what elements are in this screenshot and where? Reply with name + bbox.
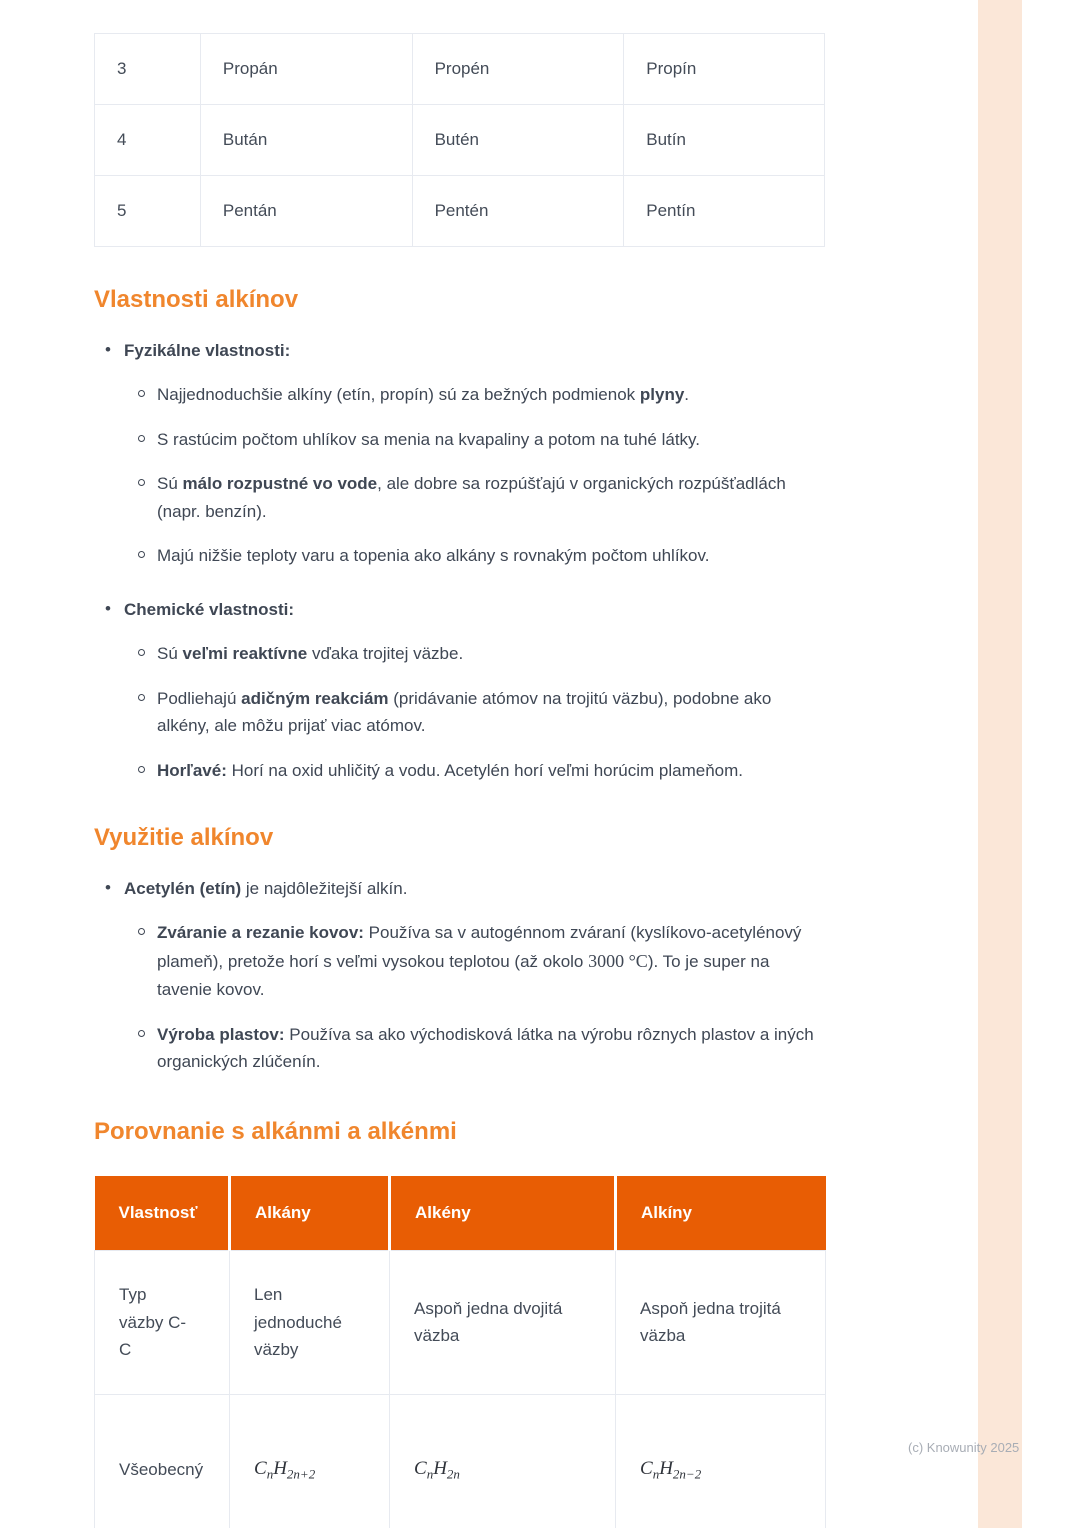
table-cell: Propén: [412, 34, 624, 105]
text-segment: je najdôležitejší alkín.: [241, 879, 408, 899]
text-segment: Zváranie a rezanie kovov:: [157, 923, 364, 943]
text-segment: Majú nižšie teploty varu a topenia ako alkány s rovnakým počtom uhlíkov.: [157, 546, 710, 566]
sub-list-item: [94, 426, 825, 454]
formula-element: H: [273, 1457, 287, 1479]
formula-subscript: 2n−2: [672, 1465, 702, 1481]
text-segment: veľmi reaktívne: [182, 644, 308, 664]
table-cell: Aspoň jedna dvojitá väzba: [390, 1250, 616, 1394]
list-item: [94, 875, 825, 902]
circle-bullet-icon: [138, 551, 145, 558]
formula-element: C: [414, 1457, 427, 1479]
formula-element: C: [640, 1457, 653, 1479]
text-segment: Používa sa ako východisková látka na výrobu rôznych plastov a iných organických zlúčenín.: [157, 1024, 814, 1072]
comparison-section-title: Porovnanie s alkánmi a alkénmi: [94, 1117, 457, 1145]
text-segment: Horľavé:: [157, 760, 227, 780]
bullet-icon: •: [105, 340, 111, 359]
list-item: [94, 596, 825, 623]
section-title: Využitie alkínov: [94, 824, 274, 852]
table-cell: Butín: [624, 105, 825, 176]
sub-list-item: [94, 470, 825, 525]
table-cell: 3: [95, 34, 201, 105]
text-segment: adičným reakciám: [241, 688, 389, 708]
sub-list-item: [94, 919, 825, 1003]
formula-subscript: 2n+2: [286, 1465, 316, 1481]
circle-bullet-icon: [138, 1030, 145, 1037]
table-cell: Len jednoduché väzby: [230, 1250, 390, 1394]
table-row: [95, 176, 825, 247]
formula-cell: [390, 1394, 616, 1528]
column-header: Vlastnosť: [95, 1176, 230, 1251]
table-row: [95, 105, 825, 176]
text-segment: Fyzikálne vlastnosti:: [124, 341, 291, 360]
circle-bullet-icon: [138, 479, 145, 486]
formula-element: H: [659, 1457, 673, 1479]
formula-cell: [616, 1394, 826, 1528]
bullet-icon: •: [105, 598, 111, 618]
text-segment: , ale dobre sa rozpúšťajú v organických rozpúšťadlách (napr. benzín).: [157, 474, 786, 521]
table-cell: Propín: [624, 34, 825, 105]
text-segment: Podliehajú: [157, 688, 242, 708]
sub-list-item: [94, 757, 825, 785]
formula-subscript: n: [266, 1465, 274, 1481]
table-cell: Pentín: [624, 176, 825, 247]
section-vlastnosti-alkinov: [94, 286, 825, 784]
table-cell: Pentán: [200, 176, 412, 247]
text-segment: Sú: [157, 644, 183, 664]
section-title: Vlastnosti alkínov: [94, 286, 299, 313]
copyright-footer: (c) Knowunity 2025: [908, 1440, 1020, 1455]
text-segment: málo rozpustné vo vode: [182, 474, 378, 494]
formula-subscript: n: [426, 1465, 434, 1481]
homolog-table-body: [95, 34, 825, 247]
chemical-formula: [254, 1457, 316, 1481]
formula-cell: [230, 1394, 390, 1528]
table-cell: Bután: [200, 105, 412, 176]
text-segment: Sú: [157, 474, 183, 494]
sub-list-item: [94, 381, 825, 409]
formula-element: C: [254, 1457, 267, 1479]
text-segment: 3000 °C: [588, 950, 648, 971]
column-header: Alkány: [230, 1176, 390, 1251]
section-vyuzitie-alkinov: [94, 824, 825, 1075]
text-segment: (pridávanie atómov na trojitú väzbu), podobne ako alkény, ale môžu prijať viac atómov.: [157, 688, 772, 736]
circle-bullet-icon: [138, 390, 145, 397]
bullet-list: [94, 337, 825, 784]
column-header: Alkény: [390, 1176, 616, 1251]
text-segment: Výroba plastov:: [157, 1024, 285, 1044]
sub-list-item: [94, 1021, 825, 1076]
table-cell: Propán: [200, 34, 412, 105]
table-cell: Aspoň jedna trojitá väzba: [616, 1250, 826, 1394]
circle-bullet-icon: [138, 694, 145, 701]
formula-element: H: [433, 1457, 447, 1479]
homolog-table: [94, 33, 825, 247]
document-content: [94, 0, 825, 1528]
circle-bullet-icon: [138, 649, 145, 656]
comparison-table: [94, 1176, 826, 1528]
comparison-table-body: [95, 1250, 826, 1528]
text-segment: Najjednoduchšie alkíny (etín, propín) sú za bežných podmienok: [157, 385, 640, 405]
text-segment: Chemické vlastnosti:: [124, 599, 295, 619]
text-segment: Acetylén (etín): [124, 879, 242, 899]
text-segment: Horí na oxid uhličitý a vodu. Acetylén horí veľmi horúcim plameňom.: [226, 760, 743, 780]
sub-list-item: [94, 640, 825, 668]
table-cell: Všeobecný: [95, 1394, 230, 1528]
bullet-icon: •: [105, 878, 111, 898]
circle-bullet-icon: [138, 766, 145, 773]
bullet-list: [94, 875, 825, 1075]
sub-list-item: [94, 685, 825, 740]
text-segment: .: [684, 385, 690, 405]
text-segment: S rastúcim počtom uhlíkov sa menia na kvapaliny a potom na tuhé látky.: [157, 429, 701, 449]
chemical-formula: [414, 1457, 460, 1481]
sub-list-item: [94, 542, 825, 570]
comparison-table-header: [95, 1176, 826, 1251]
table-row: [95, 1394, 826, 1528]
table-cell: 5: [95, 176, 201, 247]
decorative-side-stripe: [978, 0, 1022, 1528]
table-cell: Pentén: [412, 176, 624, 247]
header-row: [95, 1176, 826, 1251]
text-segment: Používa sa v autogénnom zváraní (kyslíkovo-acetylénový plameň), pretože horí s veľmi vysokou teplotou (až okolo: [157, 923, 802, 971]
column-header: Alkíny: [616, 1176, 826, 1251]
list-item: [94, 337, 825, 364]
table-row: [95, 1250, 826, 1394]
circle-bullet-icon: [138, 928, 145, 935]
table-cell: Typ väzby C-C: [95, 1250, 230, 1394]
table-cell: 4: [95, 105, 201, 176]
text-segment: plyny: [639, 385, 685, 405]
text-segment: ). To je super na tavenie kovov.: [157, 951, 770, 1000]
text-segment: vďaka trojitej väzbe.: [307, 644, 464, 664]
table-cell: Butén: [412, 105, 624, 176]
table-row: [95, 34, 825, 105]
chemical-formula: [640, 1457, 702, 1481]
formula-subscript: 2n: [446, 1465, 460, 1481]
circle-bullet-icon: [138, 435, 145, 442]
formula-subscript: n: [652, 1465, 660, 1481]
